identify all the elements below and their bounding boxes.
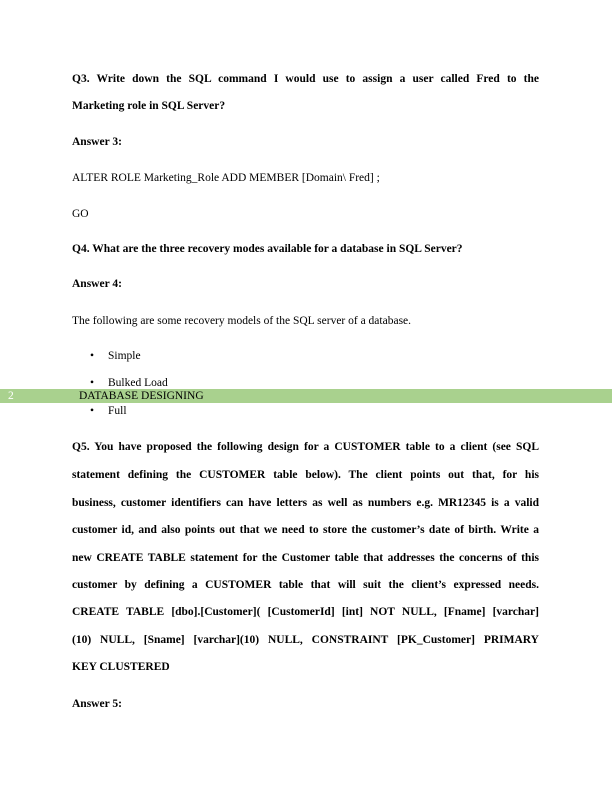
list-item-bulked-load: Bulked Load [108,377,168,389]
answer-4-label: Answer 4: [72,278,122,290]
header-title: DATABASE DESIGNING [79,390,204,402]
q5-line-2: statement defining the CUSTOMER table below). The client points out that, for his [72,469,539,481]
q3-line-2: Marketing role in SQL Server? [72,100,226,112]
list-item-simple: Simple [108,350,141,362]
answer-3-label: Answer 3: [72,136,122,148]
page-number: 2 [8,390,14,402]
q5-line-8: (10) NULL, [Sname] [varchar](10) NULL, CONSTRAINT [PK_Customer] PRIMARY [72,634,539,646]
answer-4-intro: The following are some recovery models of the SQL server of a database. [72,315,412,327]
list-item-full: Full [108,405,127,417]
answer-5-label: Answer 5: [72,698,122,710]
bullet-icon: • [90,377,95,389]
answer-3-sql: ALTER ROLE Marketing_Role ADD MEMBER [Domain\ Fred] ; [72,172,380,184]
q5-line-1: Q5. You have proposed the following design for a CUSTOMER table to a client (see SQL [72,441,539,453]
q4-question: Q4. What are the three recovery modes available for a database in SQL Server? [72,243,463,255]
q5-line-5: new CREATE TABLE statement for the Customer table that addresses the concerns of this [72,552,539,564]
answer-3-go: GO [72,208,89,220]
q5-line-7: CREATE TABLE [dbo].[Customer]( [CustomerId] [int] NOT NULL, [Fname] [varchar] [72,606,539,618]
bullet-icon: • [90,405,95,417]
q5-line-6: customer by defining a CUSTOMER table that will suit the client’s expressed needs. [72,579,539,591]
q5-line-3: business, customer identifiers can have letters as well as numbers e.g. MR12345 is a valid [72,497,539,509]
q5-line-9: KEY CLUSTERED [72,661,170,673]
bullet-icon: • [90,350,95,362]
q5-line-4: customer id, and also points out that we need to store the customer’s date of birth. Write a [72,524,539,536]
page-header-bar [0,389,612,403]
q3-line-1: Q3. Write down the SQL command I would use to assign a user called Fred to the [72,73,539,85]
